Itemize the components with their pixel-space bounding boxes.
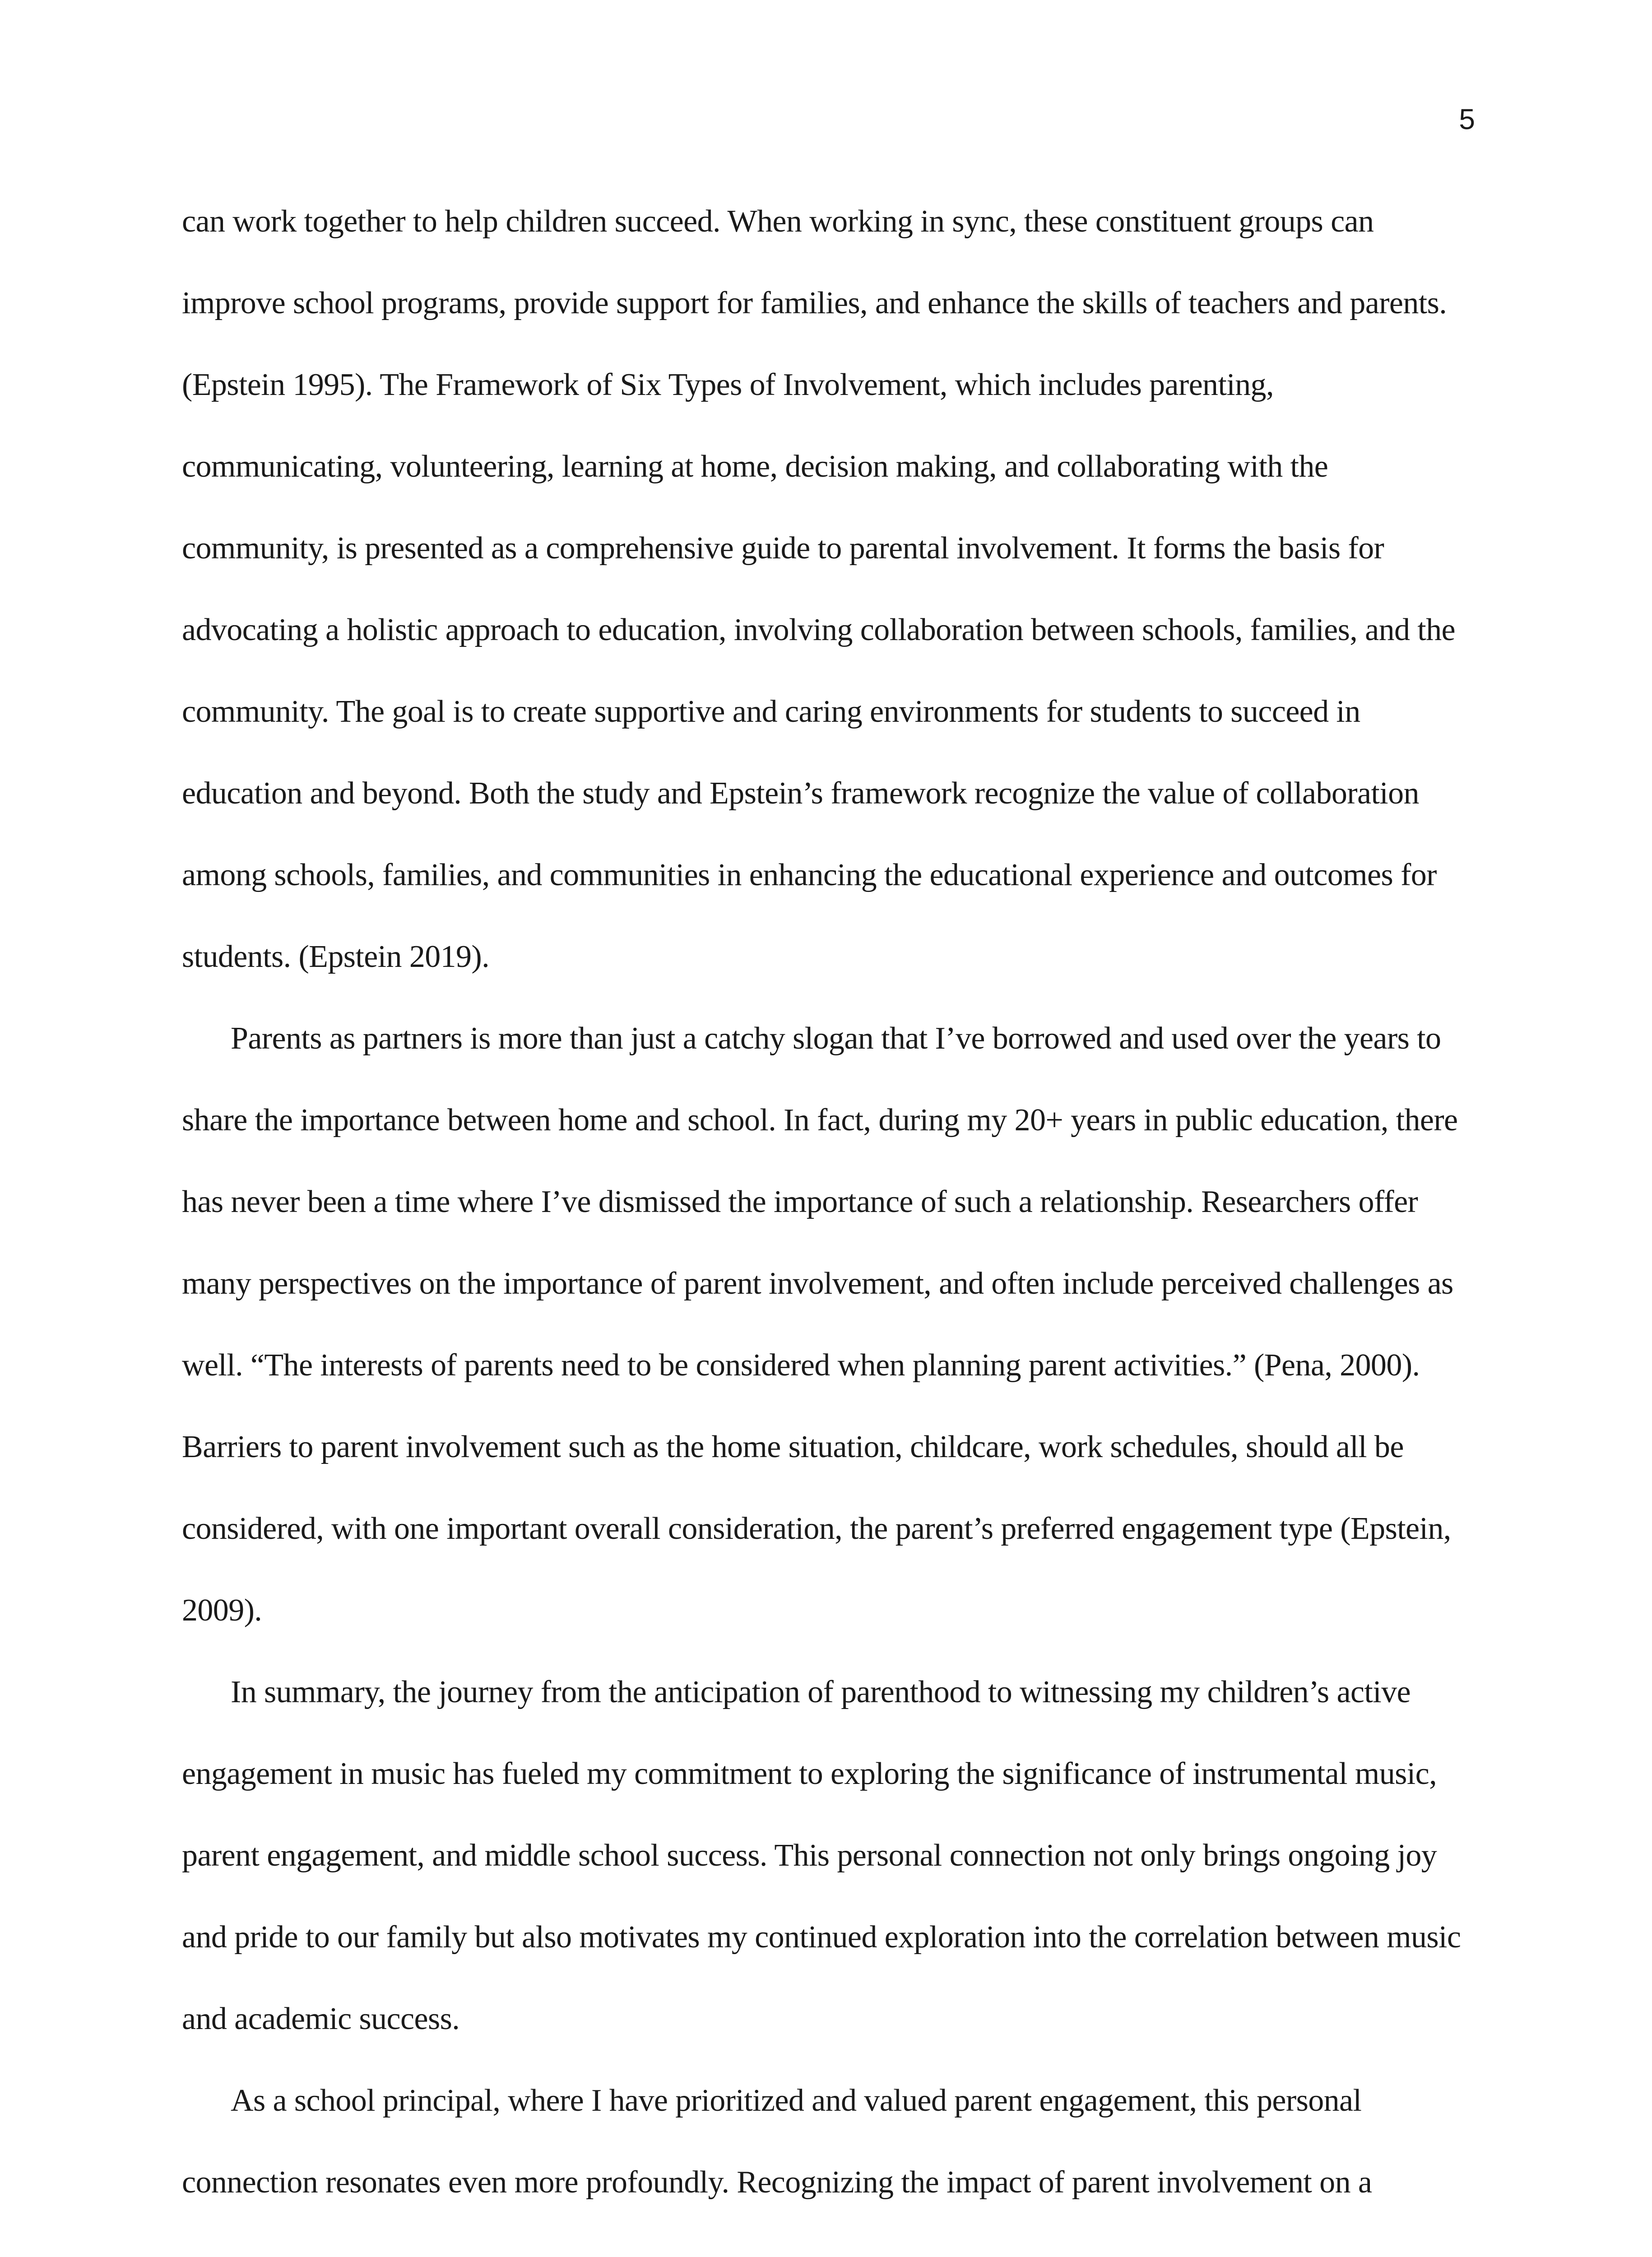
paragraph-2: Parents as partners is more than just a catchy slogan that I’ve borrowed and used over the years to share the importance between home and school. In fact, during my 20+ years in public education, there has never been a time where I’ve dismissed the importance of such a relationship. Researchers offer many perspectives on the importance of parent involvement, and often include perceived challenges as well. “The interests of parents need to be considered when planning parent activities.” (Pena, 2000). Barriers to parent involvement such as the home situation, childcare, work schedules, should all be considered, with one important overall consideration, the parent’s preferred engagement type (Epstein, 2009).	[182, 1021, 1458, 1628]
paragraph-4: As a school principal, where I have prioritized and valued parent engagement, this personal connection resonates even more profoundly. Recognizing the impact of parent involvement on a	[182, 2083, 1372, 2200]
page-number: 5	[1459, 103, 1475, 135]
paragraph-1: can work together to help children succeed. When working in sync, these constituent groups can improve school programs, provide support for families, and enhance the skills of teachers and parents. (Epstein 1995). The Framework of Six Types of Involvement, which includes parenting, communicating, volunteering, learning at home, decision making, and collaborating with the community, is presented as a comprehensive guide to parental involvement. It forms the basis for advocating a holistic approach to education, involving collaboration between schools, families, and the community. The goal is to create supportive and caring environments for students to succeed in education and beyond. Both the study and Epstein’s framework recognize the value of collaboration among schools, families, and communities in enhancing the educational experience and outcomes for students. (Epstein 2019).	[182, 204, 1455, 974]
body-text	[182, 181, 1482, 2223]
paragraph-3: In summary, the journey from the anticipation of parenthood to witnessing my children’s active engagement in music has fueled my commitment to exploring the significance of instrumental music, parent engagement, and middle school success. This personal connection not only brings ongoing joy and pride to our family but also motivates my continued exploration into the correlation between music and academic success.	[182, 1675, 1461, 2036]
